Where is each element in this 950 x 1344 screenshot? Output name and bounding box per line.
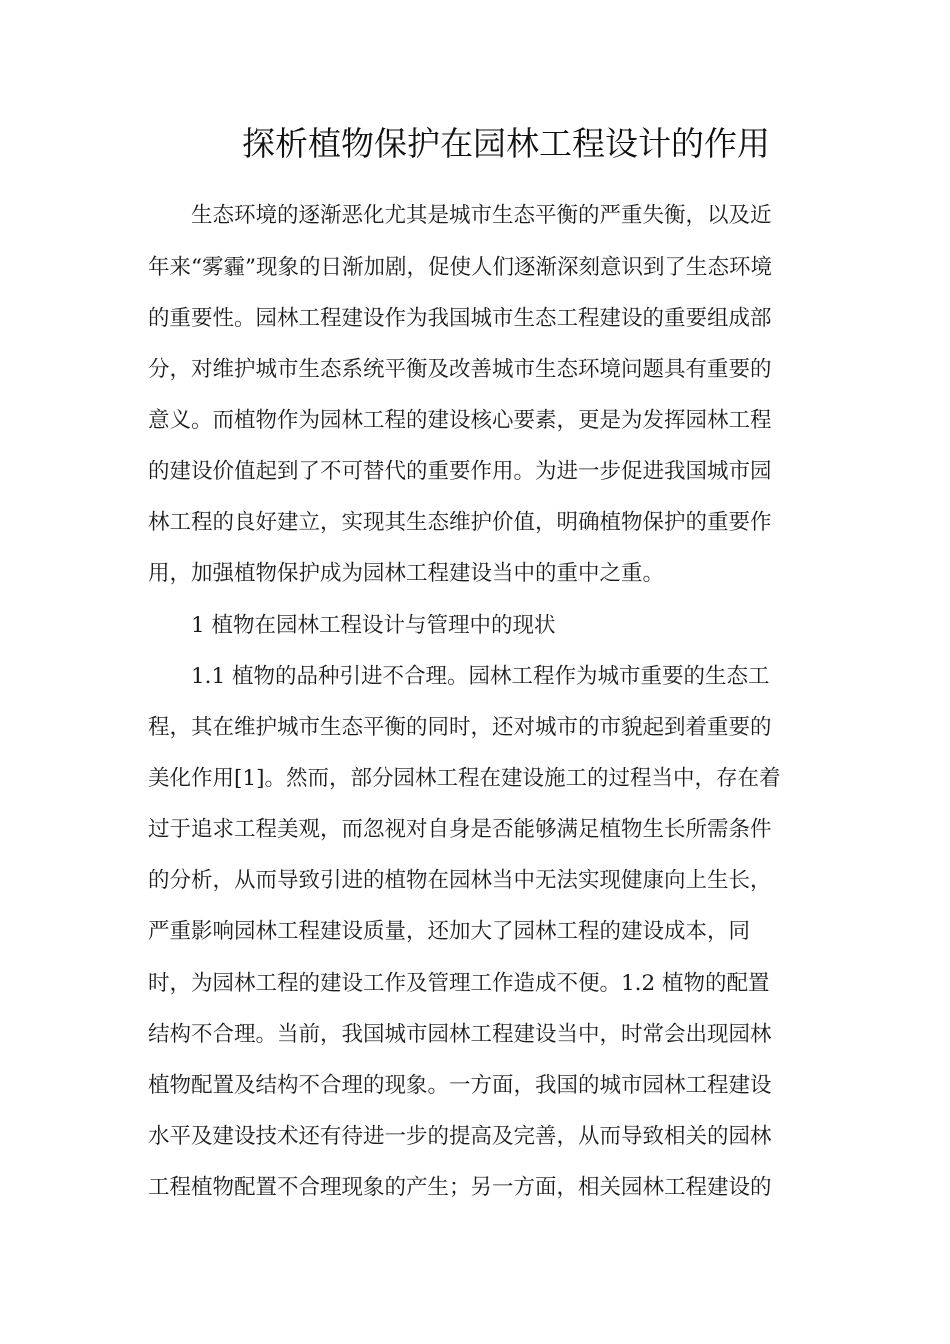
body-line-13: 过于追求工程美观，而忽视对自身是否能够满足植物生长所需条件: [148, 817, 772, 842]
body-line-5: 意义。而植物作为园林工程的建设核心要素，更是为发挥园林工程: [148, 408, 772, 433]
body-line-16: 时，为园林工程的建设工作及管理工作造成不便。1.2 植物的配置: [148, 971, 770, 996]
body-line-17: 结构不合理。当前，我国城市园林工程建设当中，时常会出现园林: [148, 1022, 772, 1047]
document-title: 探析植物保护在园林工程设计的作用: [242, 124, 770, 163]
body-line-2: 年来“雾霾”现象的日渐加剧，促使人们逐渐深刻意识到了生态环境: [148, 255, 772, 280]
body-line-11: 程，其在维护城市生态平衡的同时，还对城市的市貌起到着重要的: [148, 715, 772, 740]
body-line-8: 用，加强植物保护成为园林工程建设当中的重中之重。: [148, 561, 665, 586]
section-heading: 1 植物在园林工程设计与管理中的现状: [191, 613, 556, 638]
body-line-18: 植物配置及结构不合理的现象。一方面，我国的城市园林工程建设: [148, 1073, 772, 1098]
body-line-6: 的建设价值起到了不可替代的重要作用。为进一步促进我国城市园: [148, 459, 772, 484]
body-line-10: 1.1 植物的品种引进不合理。园林工程作为城市重要的生态工: [191, 664, 770, 689]
body-line-3: 的重要性。园林工程建设作为我国城市生态工程建设的重要组成部: [148, 306, 772, 331]
body-line-1: 生态环境的逐渐恶化尤其是城市生态平衡的严重失衡，以及近: [191, 203, 772, 228]
body-line-20: 工程植物配置不合理现象的产生；另一方面，相关园林工程建设的: [148, 1175, 772, 1200]
body-line-4: 分，对维护城市生态系统平衡及改善城市生态环境问题具有重要的: [148, 357, 772, 382]
body-line-14: 的分析，从而导致引进的植物在园林当中无法实现健康向上生长，: [148, 868, 772, 893]
body-line-19: 水平及建设技术还有待进一步的提高及完善，从而导致相关的园林: [148, 1124, 772, 1149]
body-line-7: 林工程的良好建立，实现其生态维护价值，明确植物保护的重要作: [148, 510, 772, 535]
body-line-12: 美化作用[1]。然而，部分园林工程在建设施工的过程当中，存在着: [148, 766, 781, 791]
body-line-15: 严重影响园林工程建设质量，还加大了园林工程的建设成本，同: [148, 919, 751, 944]
